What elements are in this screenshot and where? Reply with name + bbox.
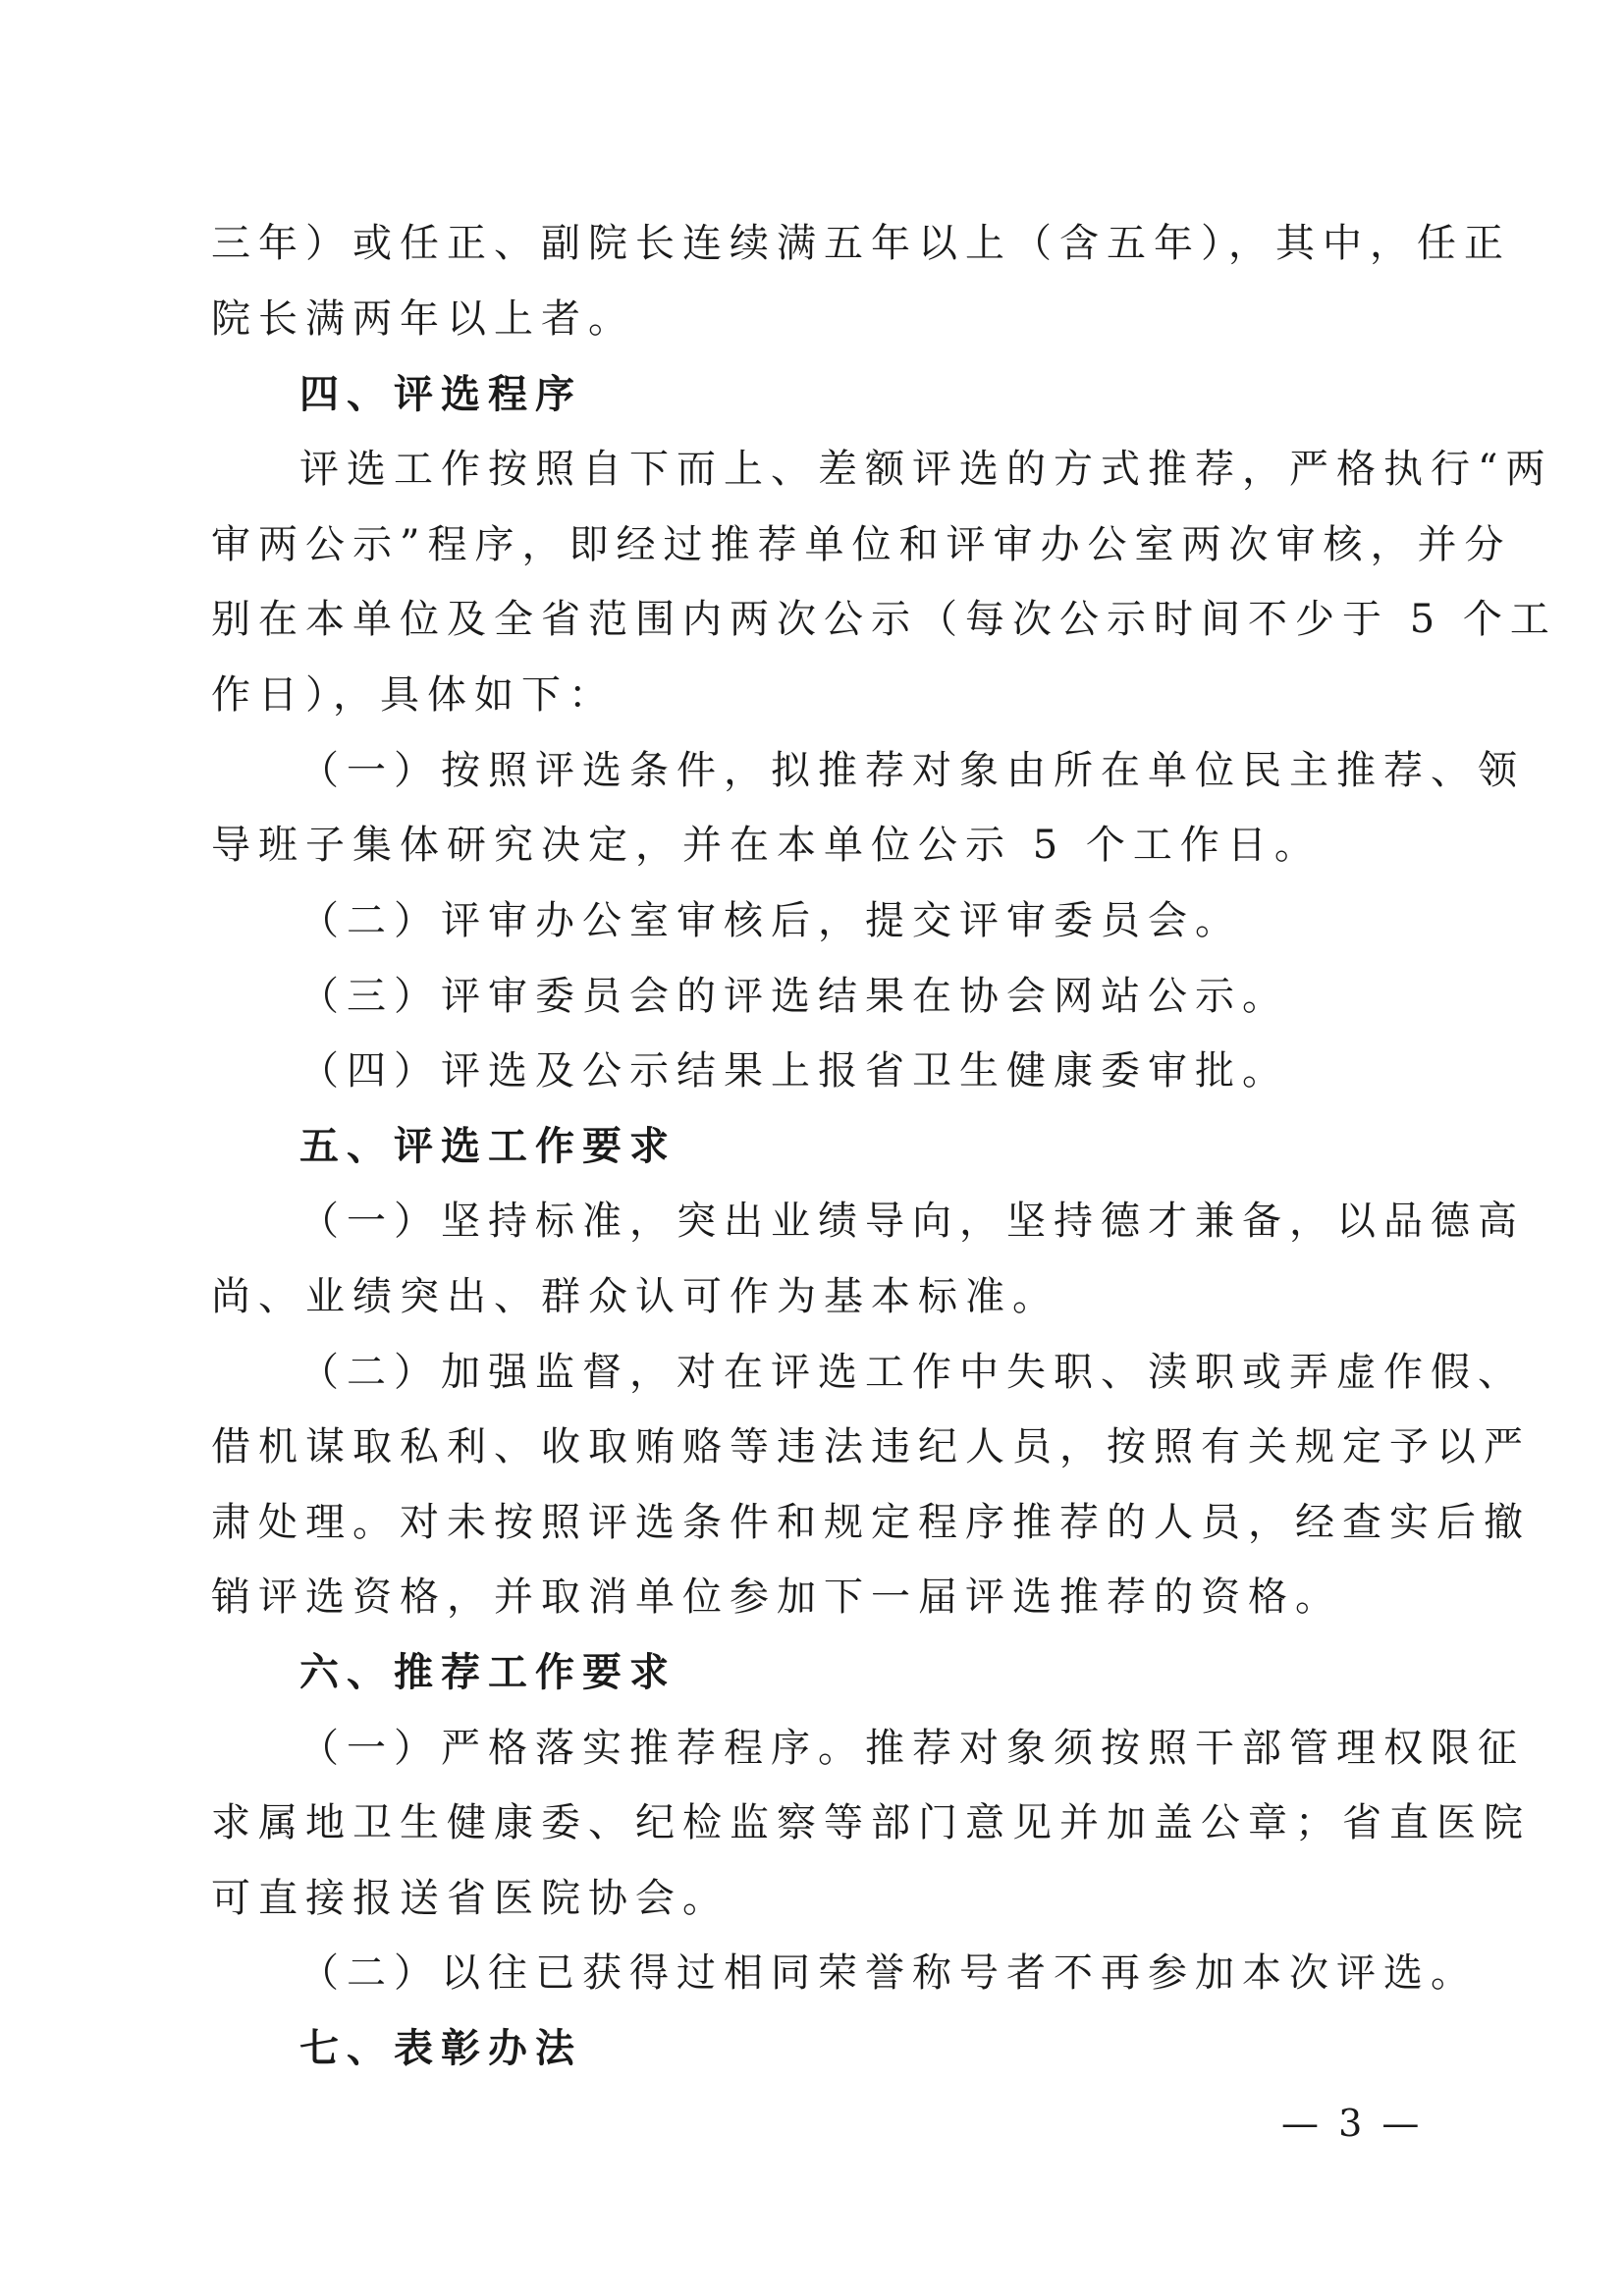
text-line: （一）按照评选条件，拟推荐对象由所在单位民主推荐、领 [299,748,1525,793]
page-number: — 3 — [1281,2102,1424,2145]
text-line: （四）评选及公示结果上报省卫生健康委审批。 [299,1048,1289,1094]
text-line: （一）严格落实推荐程序。推荐对象须按照干部管理权限征 [299,1726,1525,1771]
section-heading: 七、表彰办法 [299,2026,582,2071]
text-line: （三）评审委员会的评选结果在协会网站公示。 [299,974,1289,1019]
text-line: （一）坚持标准，突出业绩导向，坚持德才兼备，以品德高 [299,1199,1525,1244]
text-line: （二）以往已获得过相同荣誉称号者不再参加本次评选。 [299,1950,1478,1996]
section-heading: 六、推荐工作要求 [299,1650,677,1695]
text-line: 作日），具体如下： [211,672,616,718]
section-heading: 五、评选工作要求 [299,1124,677,1169]
text-line: 销评选资格，并取消单位参加下一届评选推荐的资格。 [211,1575,1342,1620]
text-line: （二）加强监督，对在评选工作中失职、渎职或弄虚作假、 [299,1350,1525,1395]
text-line: 院长满两年以上者。 [211,296,635,342]
text-line: 三年）或任正、副院长连续满五年以上（含五年），其中，任正 [211,221,1511,266]
text-line: 尚、业绩突出、群众认可作为基本标准。 [211,1274,1059,1319]
text-line: 评选工作按照自下而上、差额评选的方式推荐，严格执行“两 [299,447,1553,492]
text-line: 肃处理。对未按照评选条件和规定程序推荐的人员，经查实后撤 [211,1500,1531,1545]
text-line: 导班子集体研究决定，并在本单位公示 5 个工作日。 [211,823,1322,868]
text-line: 可直接报送省医院协会。 [211,1876,730,1921]
text-line: 审两公示”程序，即经过推荐单位和评审办公室两次审核，并分 [211,522,1512,567]
section-heading: 四、评选程序 [299,372,582,417]
text-line: 借机谋取私利、收取贿赂等违法违纪人员，按照有关规定予以严 [211,1424,1531,1469]
text-line: 求属地卫生健康委、纪检监察等部门意见并加盖公章；省直医院 [211,1800,1531,1845]
text-line: 别在本单位及全省范围内两次公示（每次公示时间不少于 5 个工 [211,597,1557,642]
text-line: （二）评审办公室审核后，提交评审委员会。 [299,898,1242,943]
